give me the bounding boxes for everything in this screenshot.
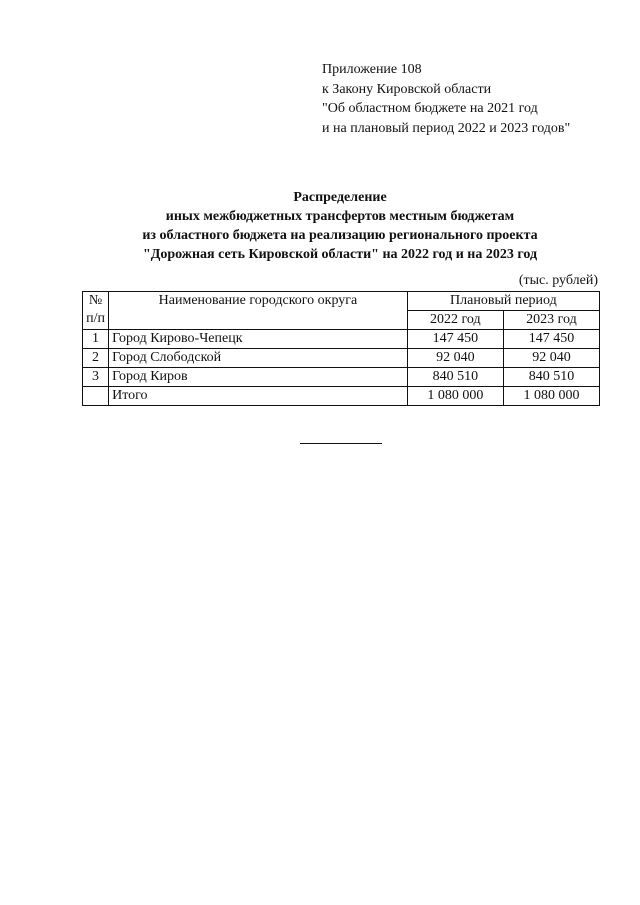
appendix-line: к Закону Кировской области: [322, 81, 492, 97]
title-line: Распределение: [293, 190, 387, 205]
header-number-line2: п/п: [86, 311, 105, 326]
total-name: Итого: [109, 387, 408, 406]
document-title: [80, 188, 600, 264]
row-value-2022: 147 450: [407, 330, 503, 349]
header-number-line1: №: [88, 293, 103, 308]
transfers-table: [82, 291, 600, 406]
units-label: (тыс. рублей): [518, 273, 598, 288]
row-number: 2: [83, 349, 109, 368]
header-period: Плановый период: [407, 292, 599, 311]
title-line: "Дорожная сеть Кировской области" на 2022 год и на 2023 год: [142, 247, 538, 262]
title-line: иных межбюджетных трансфертов местным бюджетам: [165, 209, 515, 224]
row-value-2023: 147 450: [503, 330, 599, 349]
row-value-2023: 840 510: [503, 368, 599, 387]
table-total-row: [83, 387, 600, 406]
row-number: 3: [83, 368, 109, 387]
total-value-2023: 1 080 000: [503, 387, 599, 406]
total-number: [83, 387, 109, 406]
closing-divider: [300, 443, 382, 444]
header-year-2023: 2023 год: [503, 311, 599, 330]
table-row: [83, 330, 600, 349]
row-name: Город Киров: [109, 368, 408, 387]
row-name: Город Слободской: [109, 349, 408, 368]
row-value-2022: 92 040: [407, 349, 503, 368]
row-number: 1: [83, 330, 109, 349]
row-value-2023: 92 040: [503, 349, 599, 368]
total-value-2022: 1 080 000: [407, 387, 503, 406]
header-name: Наименование городского округа: [109, 292, 408, 330]
appendix-line: Приложение 108: [322, 62, 422, 77]
header-number: [83, 292, 109, 330]
header-year-2022: 2022 год: [407, 311, 503, 330]
title-line: из областного бюджета на реализацию регионального проекта: [142, 228, 538, 243]
table-header-row: [83, 292, 600, 311]
appendix-line: и на плановый период 2022 и 2023 годов": [322, 120, 571, 136]
table-row: [83, 368, 600, 387]
table-row: [83, 349, 600, 368]
row-value-2022: 840 510: [407, 368, 503, 387]
row-name: Город Кирово-Чепецк: [109, 330, 408, 349]
appendix-header: [322, 60, 570, 138]
appendix-line: "Об областном бюджете на 2021 год: [322, 101, 538, 116]
